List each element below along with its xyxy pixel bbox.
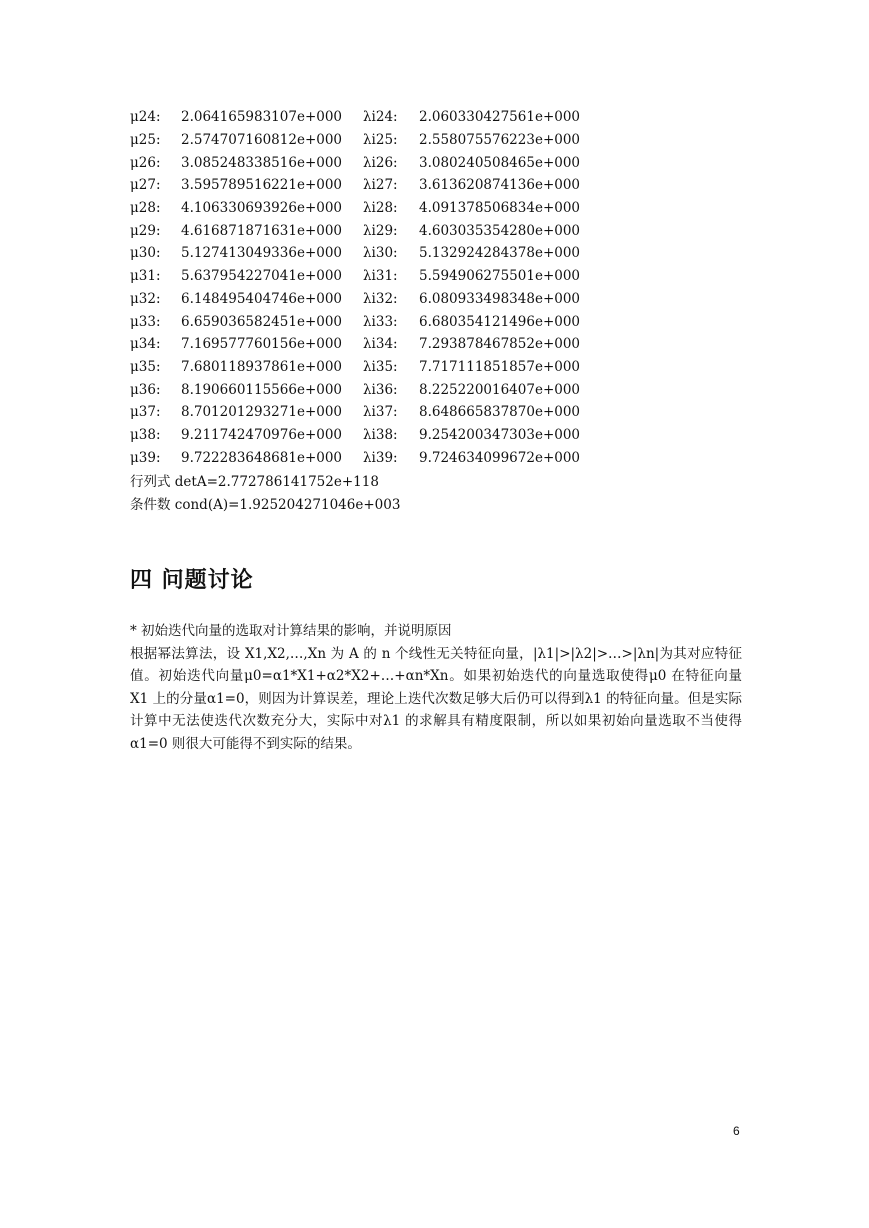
table-row <box>130 129 750 152</box>
lambda-value: 3.080240508465e+000 <box>419 154 581 171</box>
mu-label: μ25: <box>130 132 161 149</box>
mu-label: μ37: <box>130 404 161 421</box>
mu-label: μ39: <box>130 449 161 466</box>
table-row <box>130 242 750 265</box>
lambda-value: 9.254200347303e+000 <box>419 426 581 443</box>
condition-number-line: 条件数 cond(A)=1.925204271046e+003 <box>130 497 401 513</box>
lambda-value: 3.613620874136e+000 <box>419 177 581 194</box>
lambda-value: 5.594906275501e+000 <box>419 268 581 285</box>
table-row <box>130 310 750 333</box>
lambda-value: 5.132924284378e+000 <box>419 245 581 262</box>
mu-value: 6.148495404746e+000 <box>181 290 343 307</box>
mu-value: 8.701201293271e+000 <box>181 404 343 421</box>
lambda-value: 7.717111851857e+000 <box>419 358 581 375</box>
mu-label: μ38: <box>130 426 161 443</box>
lambda-value: 4.091378506834e+000 <box>419 200 581 217</box>
mu-value: 6.659036582451e+000 <box>181 313 343 330</box>
lambda-label: λi39: <box>363 449 398 466</box>
lambda-value: 8.225220016407e+000 <box>419 381 581 398</box>
mu-value: 2.064165983107e+000 <box>181 109 343 126</box>
eigenvalue-table <box>130 106 750 469</box>
lambda-value: 7.293878467852e+000 <box>419 336 581 353</box>
lambda-label: λi31: <box>363 268 398 285</box>
table-row <box>130 424 750 447</box>
lambda-value: 4.603035354280e+000 <box>419 222 581 239</box>
lambda-label: λi36: <box>363 381 398 398</box>
lambda-label: λi27: <box>363 177 398 194</box>
mu-value: 4.106330693926e+000 <box>181 200 343 217</box>
lambda-label: λi25: <box>363 132 398 149</box>
table-row <box>130 219 750 242</box>
mu-value: 9.211742470976e+000 <box>181 426 343 443</box>
lambda-label: λi35: <box>363 358 398 375</box>
mu-value: 4.616871871631e+000 <box>181 222 343 239</box>
lambda-label: λi26: <box>363 154 398 171</box>
mu-label: μ30: <box>130 245 161 262</box>
lambda-label: λi28: <box>363 200 398 217</box>
mu-value: 7.680118937861e+000 <box>181 358 343 375</box>
mu-label: μ35: <box>130 358 161 375</box>
lambda-value: 6.080933498348e+000 <box>419 290 581 307</box>
table-row <box>130 288 750 311</box>
determinant-line: 行列式 detA=2.772786141752e+118 <box>130 474 379 490</box>
table-row <box>130 197 750 220</box>
lambda-value: 9.724634099672e+000 <box>419 449 581 466</box>
mu-value: 5.637954227041e+000 <box>181 268 343 285</box>
lambda-value: 2.558075576223e+000 <box>419 132 581 149</box>
table-row <box>130 401 750 424</box>
lambda-label: λi30: <box>363 245 398 262</box>
table-row <box>130 378 750 401</box>
table-row <box>130 356 750 379</box>
discussion-section <box>130 620 742 756</box>
mu-value: 3.085248338516e+000 <box>181 154 343 171</box>
answer-paragraph: 根据幂法算法，设 X1,X2,…,Xn 为 A 的 n 个线性无关特征向量，|λ1|>|λ2|>…>|λn|为其对应特征值。初始迭代向量μ0=α1*X1+α2*X2+…+αn*Xn。如果初始迭代的向量选取使得μ0 在特征向量 X1 上的分量α1=0，则因为计算误差，理论上迭代次数足够大后仍可以得到λ1 的特征向量。但是实际计算中无法使迭代次数充分大，实际中对λ1 的求解具有精度限制，所以如果初始向量选取不当使得α1=0 则很大可能得不到实际的结果。 <box>130 645 742 752</box>
page-number: 6 <box>733 1124 740 1138</box>
mu-value: 9.722283648681e+000 <box>181 449 343 466</box>
table-row <box>130 174 750 197</box>
mu-label: μ27: <box>130 177 161 194</box>
mu-label: μ34: <box>130 336 161 353</box>
lambda-label: λi37: <box>363 404 398 421</box>
table-row <box>130 446 750 469</box>
table-row <box>130 265 750 288</box>
mu-label: μ36: <box>130 381 161 398</box>
table-row <box>130 333 750 356</box>
lambda-label: λi29: <box>363 222 398 239</box>
lambda-value: 2.060330427561e+000 <box>419 109 581 126</box>
lambda-label: λi24: <box>363 109 398 126</box>
lambda-label: λi34: <box>363 336 398 353</box>
mu-label: μ33: <box>130 313 161 330</box>
mu-value: 7.169577760156e+000 <box>181 336 343 353</box>
lambda-value: 8.648665837870e+000 <box>419 404 581 421</box>
mu-label: μ26: <box>130 154 161 171</box>
lambda-label: λi33: <box>363 313 398 330</box>
mu-label: μ31: <box>130 268 161 285</box>
question-text: * 初始迭代向量的选取对计算结果的影响，并说明原因 <box>130 623 452 639</box>
mu-label: μ29: <box>130 222 161 239</box>
mu-label: μ32: <box>130 290 161 307</box>
table-row <box>130 106 750 129</box>
lambda-label: λi32: <box>363 290 398 307</box>
mu-value: 3.595789516221e+000 <box>181 177 343 194</box>
mu-label: μ28: <box>130 200 161 217</box>
lambda-label: λi38: <box>363 426 398 443</box>
section-heading: 四 问题讨论 <box>130 568 254 593</box>
mu-value: 8.190660115566e+000 <box>181 381 343 398</box>
mu-label: μ24: <box>130 109 161 126</box>
lambda-value: 6.680354121496e+000 <box>419 313 581 330</box>
table-row <box>130 151 750 174</box>
mu-value: 5.127413049336e+000 <box>181 245 343 262</box>
mu-value: 2.574707160812e+000 <box>181 132 343 149</box>
